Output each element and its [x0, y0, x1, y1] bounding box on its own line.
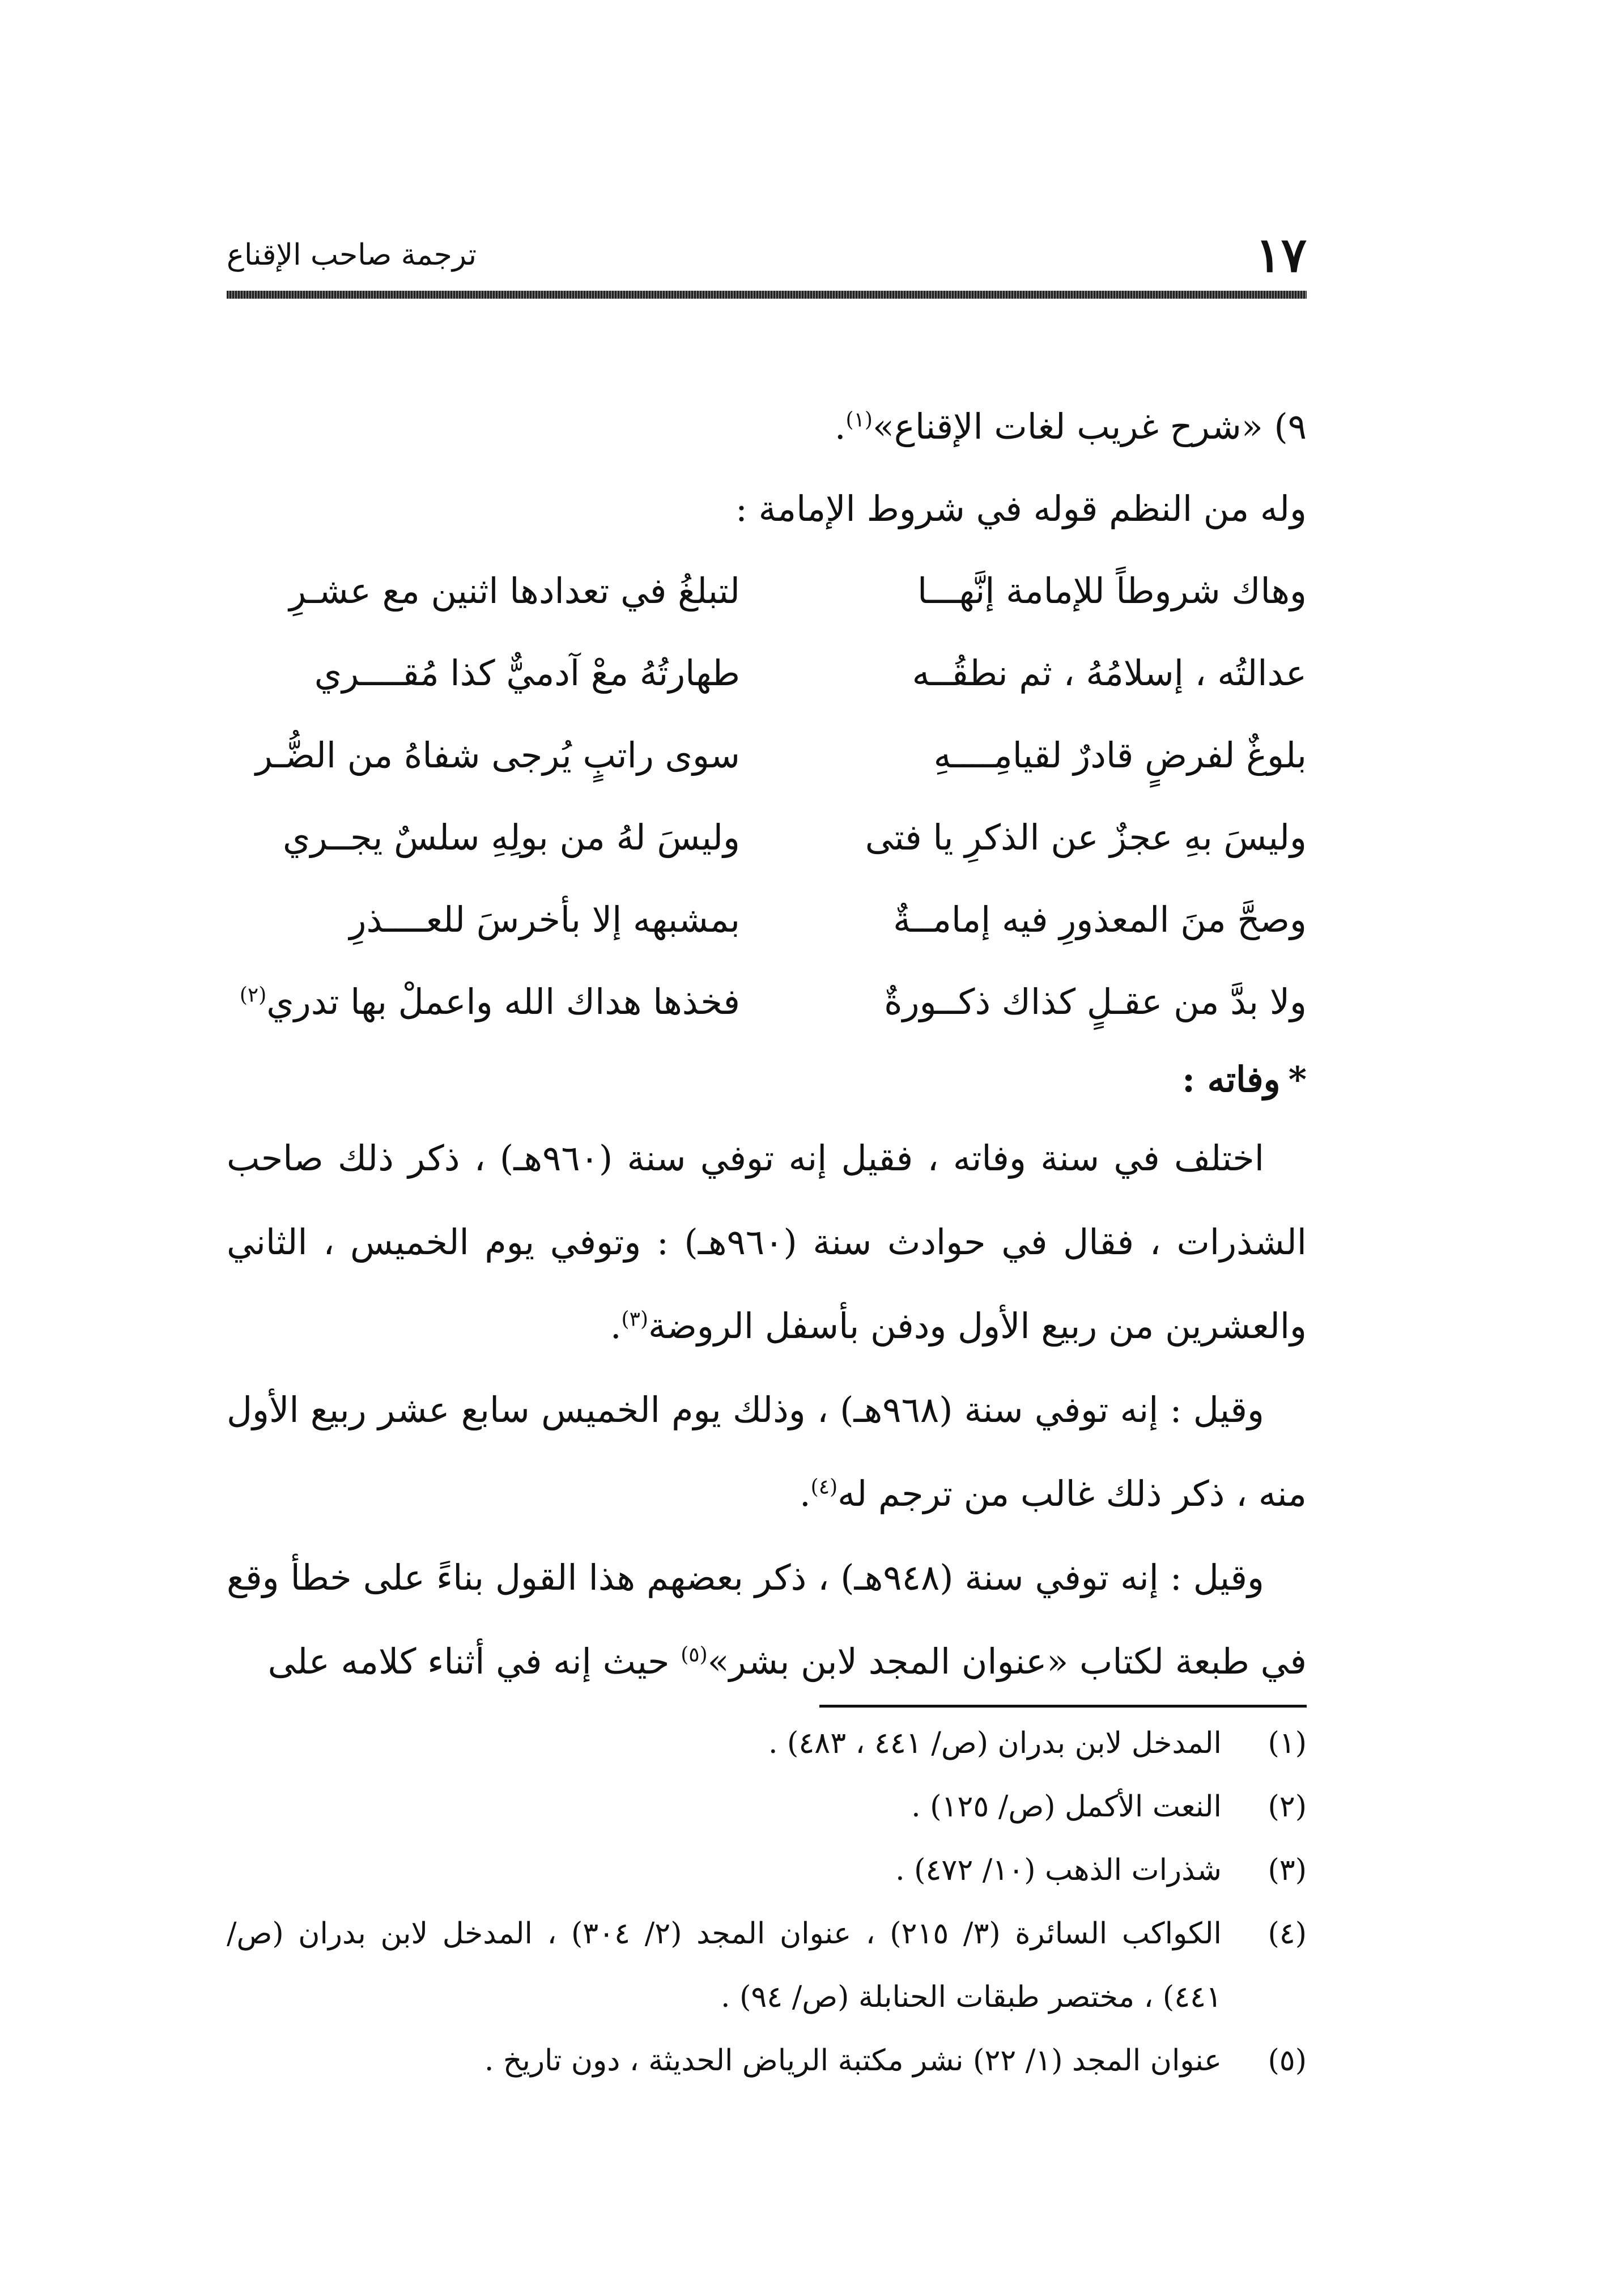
verse-first-hemistich: بلوغٌ لفرضٍ قادرٌ لقيامِــــهِ [933, 734, 1307, 776]
footnote-number: (٥) [1268, 2044, 1307, 2078]
verse-row [227, 714, 1307, 796]
verse-row [227, 961, 1307, 1043]
paragraph [227, 1116, 1307, 1368]
verse-first-hemistich: وليسَ بهِ عجزٌ عن الذكرِ يا فتى [865, 817, 1307, 858]
poem-intro: وله من النظم قوله في شروط الإمامة : [736, 488, 1307, 529]
footnote-text: شذرات الذهب (١٠/ ٤٧٢) . [895, 1853, 1222, 1887]
verse-row [227, 796, 1307, 878]
paragraph-text: اختلف في سنة وفاته ، فقيل إنه توفي سنة (٩٦٠هـ) ، ذكر ذلك صاحب الشذرات ، فقال في حوادث سنة (٩٦٠هـ) : وتوفي يوم الخميس ، الثاني والعشرين من ربيع الأول ودفن بأسفل الروضة [227, 1137, 1307, 1347]
verse-row [227, 632, 1307, 714]
footnote-number: (١) [1268, 1726, 1307, 1760]
footnote-text: النعت الأكمل (ص/ ١٢٥) . [911, 1790, 1222, 1824]
verse-text: فخذها هداك الله واعملْ بها تدري [266, 981, 740, 1022]
verse-second-hemistich: وليسَ لهُ من بولِهِ سلسٌ يجــري [283, 817, 740, 858]
section-heading [227, 1043, 1307, 1116]
list-item-text: ٩) «شرح غريب لغات الإقناع» [872, 406, 1307, 447]
poem [227, 550, 1307, 1043]
footnote-ref-2: (٢) [239, 983, 267, 1007]
paragraph-end: . [799, 1473, 811, 1514]
footnote-text: الكواكب السائرة (٣/ ٢١٥) ، عنوان المجد (٢/ ٣٠٤) ، المدخل لابن بدران (ص/ ٤٤١) ، مختصر طبقات الحنابلة (ص/ ٩٤) . [227, 1917, 1222, 2014]
verse-first-hemistich: عدالتُه ، إسلامُهُ ، ثم نطقُــه [912, 652, 1307, 694]
verse-row [227, 878, 1307, 961]
list-item-9 [227, 385, 1307, 468]
verse-second-hemistich: طهارتُهُ معْ آدميٌّ كذا مُقــــري [314, 652, 740, 694]
footnote [227, 1775, 1307, 1838]
paragraph-end: . [610, 1305, 622, 1347]
verse-first-hemistich: ولا بدَّ من عقـلٍ كذاك ذكــورةٌ [884, 981, 1307, 1022]
paragraph [227, 1536, 1307, 1704]
footnote-ref-1: (١) [845, 408, 873, 432]
section-title: وفاته : [1182, 1059, 1281, 1100]
verse-second-hemistich: سوى راتبٍ يُرجى شفاهُ من الضُّـر [255, 734, 740, 776]
verse-row [227, 550, 1307, 632]
verse-second-hemistich: بمشبهه إلا بأخرسَ للعــــذرِ [349, 899, 740, 940]
paragraph-text: وقيل : إنه توفي سنة (٩٦٨هـ) ، وذلك يوم الخميس سابع عشر ربيع الأول منه ، ذكر ذلك غالب من ترجم له [227, 1389, 1307, 1514]
main-text [227, 385, 1307, 1704]
verse-first-hemistich: وصحَّ منَ المعذورِ فيه إمامــةٌ [893, 899, 1307, 940]
footnote-ref-3: (٣) [621, 1307, 648, 1331]
page-number: ١٧ [1255, 227, 1307, 283]
paragraph-text: وقيل : إنه توفي سنة (٩٤٨هـ) ، ذكر بعضهم هذا القول بناءً على خطأ وقع في طبعة لكتاب «عنوان المجد لابن بشر» [227, 1557, 1307, 1682]
footnote-number: (٣) [1268, 1853, 1307, 1887]
star-bullet-icon: * [1288, 1059, 1307, 1100]
footnote-number: (٢) [1268, 1790, 1307, 1824]
header-rule [227, 291, 1307, 299]
footnote [227, 2029, 1307, 2092]
footnote-ref-5: (٥) [681, 1643, 708, 1667]
paragraph [227, 1368, 1307, 1536]
footnote [227, 1712, 1307, 1775]
footnote-ref-4: (٤) [810, 1475, 838, 1499]
list-item-end: . [834, 406, 846, 447]
page-header [227, 224, 1307, 286]
footnote [227, 1902, 1307, 2029]
footnote-text: المدخل لابن بدران (ص/ ٤٤١ ، ٤٨٣) . [768, 1726, 1222, 1760]
footnote-text: عنوان المجد (١/ ٢٢) نشر مكتبة الرياض الحديثة ، دون تاريخ . [484, 2044, 1222, 2078]
verse-second-hemistich [230, 961, 740, 1043]
paragraph-end: حيث إنه في أثناء كلامه على [267, 1641, 681, 1682]
footnote-number: (٤) [1268, 1917, 1307, 1951]
verse-second-hemistich: لتبلغُ في تعدادها اثنين مع عشـرِ [289, 570, 740, 612]
running-title: ترجمة صاحب الإقناع [227, 238, 477, 272]
footnotes [227, 1712, 1307, 2092]
footnote [227, 1838, 1307, 1902]
verse-first-hemistich: وهاك شروطاً للإمامة إنَّهـــا [917, 570, 1307, 612]
footnote-separator [819, 1705, 1307, 1708]
